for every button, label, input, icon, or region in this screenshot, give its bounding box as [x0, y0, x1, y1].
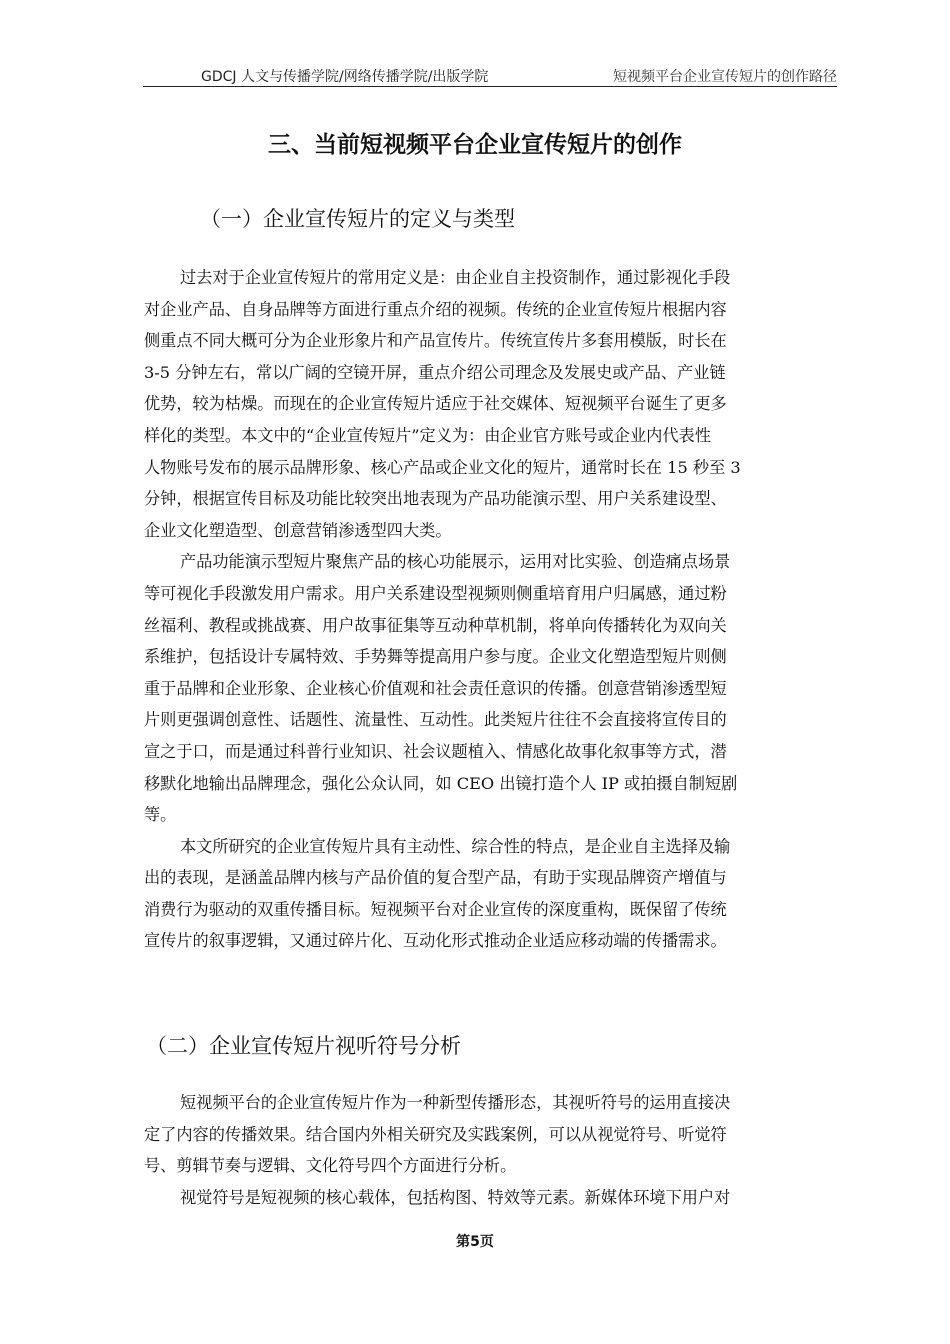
- text-line: 等可视化手段激发用户需求。用户关系建设型视频则侧重培育用户归属感，通过粉: [144, 583, 727, 603]
- running-header: [143, 66, 837, 87]
- text-line: 视觉符号是短视频的核心载体，包括构图、特效等元素。新媒体环境下用户对: [180, 1187, 731, 1207]
- text-line: 宣传片的叙事逻辑，又通过碎片化、互动化形式推动企业适应移动端的传播需求。: [144, 931, 727, 951]
- header-paper-title: 短视频平台企业宣传短片的创作路径: [613, 69, 837, 85]
- subsection-heading-1: （一）企业宣传短片的定义与类型: [200, 207, 515, 231]
- text-line: 重于品牌和企业形象、企业核心价值观和社会责任意识的传播。创意营销渗透型短: [144, 678, 727, 698]
- subsection-heading-2: （二）企业宣传短片视听符号分析: [146, 1034, 461, 1058]
- section-title: 三、当前短视频平台企业宣传短片的创作: [268, 132, 682, 158]
- page-number: 第5页: [456, 1234, 494, 1250]
- text-line: 产品功能演示型短片聚焦产品的核心功能展示，运用对比实验、创造痛点场景: [180, 552, 731, 572]
- text-line: 定了内容的传播效果。结合国内外相关研究及实践案例，可以从视觉符号、听觉符: [144, 1124, 727, 1144]
- text-line: 对企业产品、自身品牌等方面进行重点介绍的视频。传统的企业宣传短片根据内容: [144, 299, 727, 319]
- text-line: 出的表现，是涵盖品牌内核与产品价值的复合型产品，有助于实现品牌资产增值与: [144, 868, 727, 888]
- text-line: 号、剪辑节奏与逻辑、文化符号四个方面进行分析。: [144, 1156, 517, 1176]
- header-institution: GDCJ 人文与传播学院/网络传播学院/出版学院: [201, 69, 489, 85]
- text-line: 本文所研究的企业宣传短片具有主动性、综合性的特点，是企业自主选择及输: [180, 836, 731, 856]
- text-line: 过去对于企业宣传短片的常用定义是：由企业自主投资制作，通过影视化手段: [180, 268, 731, 287]
- text-line: 短视频平台的企业宣传短片作为一种新型传播形态，其视听符号的运用直接决: [180, 1093, 731, 1112]
- text-line: 片则更强调创意性、话题性、流量性、互动性。此类短片往往不会直接将宣传目的: [144, 710, 727, 730]
- text-line: 丝福利、教程或挑战赛、用户故事征集等互动种草机制，将单向传播转化为双向关: [144, 615, 727, 635]
- text-line: 侧重点不同大概可分为企业形象片和产品宣传片。传统宣传片多套用模版，时长在: [144, 331, 727, 351]
- text-line: 样化的类型。本文中的“企业宣传短片”定义为：由企业官方账号或企业内代表性: [144, 425, 711, 445]
- text-line: 移默化地输出品牌理念，强化公众认同，如 CEO 出镜打造个人 IP 或拍摄自制短剧: [144, 773, 738, 793]
- text-line: 等。: [144, 805, 177, 825]
- subsection-2-body: [144, 1087, 838, 1213]
- text-line: 系维护，包括设计专属特效、手势舞等提高用户参与度。企业文化塑造型短片则侧: [144, 647, 727, 667]
- text-line: 消费行为驱动的双重传播目标。短视频平台对企业宣传的深度重构，既保留了传统: [144, 899, 727, 919]
- text-line: 宣之于口，而是通过科普行业知识、社会议题植入、情感化故事化叙事等方式，潜: [144, 741, 727, 761]
- text-line: 企业文化塑造型、创意营销渗透型四大类。: [144, 520, 452, 540]
- text-line: 分钟，根据宣传目标及功能比较突出地表现为产品功能演示型、用户关系建设型、: [144, 489, 727, 509]
- text-line: 3-5 分钟左右，常以广阔的空镜开屏，重点介绍公司理念及发展史或产品、产业链: [144, 362, 726, 382]
- text-line: 人物账号发布的展示品牌形象、核心产品或企业文化的短片，通常时长在 15 秒至 3: [144, 457, 741, 477]
- text-line: 优势，较为枯燥。而现在的企业宣传短片适应于社交媒体、短视频平台诞生了更多: [144, 394, 727, 414]
- subsection-1-body: [144, 262, 838, 957]
